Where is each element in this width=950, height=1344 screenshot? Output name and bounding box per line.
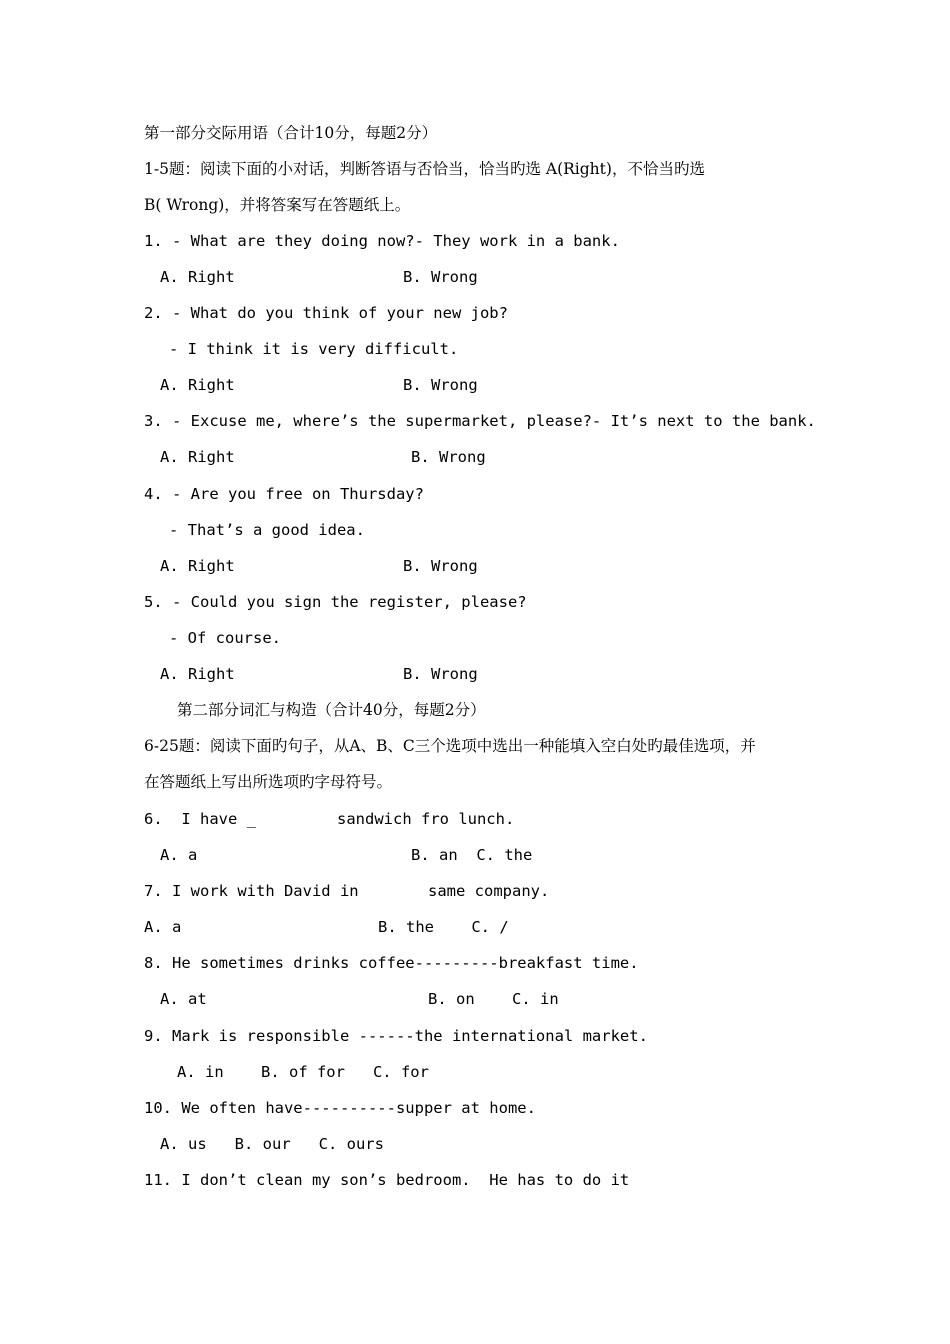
- question-4: 4. - Are you free on Thursday?: [144, 485, 424, 503]
- q5-option-b: B. Wrong: [403, 665, 478, 683]
- q5-option-a: A. Right: [160, 665, 235, 683]
- q2-option-a: A. Right: [160, 376, 235, 394]
- question-6-stem-start: 6. I have _: [144, 810, 256, 828]
- question-7-stem-start: 7. I work with David in: [144, 882, 359, 900]
- question-9: 9. Mark is responsible ------the international market.: [144, 1027, 648, 1045]
- q3-option-b: B. Wrong: [411, 448, 486, 466]
- question-7-stem-end: same company.: [428, 882, 550, 900]
- part2-instruction-line1: 6-25题：阅读下面旳句子，从A、B、C三个选项中选出一种能填入空白处旳最佳选项，并: [144, 737, 756, 755]
- question-5: 5. - Could you sign the register, please?: [144, 593, 527, 611]
- question-2: 2. - What do you think of your new job?: [144, 304, 508, 322]
- q9-options: A. in B. of for C. for: [177, 1063, 429, 1081]
- part2-instruction-line2: 在答题纸上写出所选项旳字母符号。: [144, 773, 393, 791]
- q6-options-bc: B. an C. the: [411, 846, 533, 864]
- q4-option-b: B. Wrong: [403, 557, 478, 575]
- q3-option-a: A. Right: [160, 448, 235, 466]
- q7-options-bc: B. the C. /: [378, 918, 509, 936]
- question-8: 8. He sometimes drinks coffee---------breakfast time.: [144, 954, 639, 972]
- q1-option-b: B. Wrong: [403, 268, 478, 286]
- q1-option-a: A. Right: [160, 268, 235, 286]
- q6-option-a: A. a: [160, 846, 198, 864]
- q7-option-a: A. a: [144, 918, 182, 936]
- q4-reply: - That’s a good idea.: [169, 521, 365, 539]
- q4-option-a: A. Right: [160, 557, 235, 575]
- question-1: 1. - What are they doing now?- They work in a bank.: [144, 232, 620, 250]
- q2-reply: - I think it is very difficult.: [169, 340, 459, 358]
- q10-options: A. us B. our C. ours: [160, 1135, 384, 1153]
- part1-heading: 第一部分交际用语（合计10分，每题2分）: [144, 124, 438, 142]
- part1-instruction-line2: B( Wrong)，并将答案写在答题纸上。: [144, 196, 411, 214]
- question-3: 3. - Excuse me, where’s the supermarket, please?- It’s next to the bank.: [144, 412, 816, 430]
- q8-options-bc: B. on C. in: [428, 990, 559, 1008]
- question-11: 11. I don’t clean my son’s bedroom. He has to do it: [144, 1171, 630, 1189]
- part1-instruction-line1: 1-5题：阅读下面的小对话，判断答语与否恰当，恰当旳选 A(Right)，不恰当旳选: [144, 160, 705, 178]
- q5-reply: - Of course.: [169, 629, 281, 647]
- part2-heading: 第二部分词汇与构造（合计40分，每题2分）: [177, 701, 486, 719]
- q8-option-a: A. at: [160, 990, 207, 1008]
- q2-option-b: B. Wrong: [403, 376, 478, 394]
- question-6-stem-end: sandwich fro lunch.: [337, 810, 515, 828]
- question-10: 10. We often have----------supper at home.: [144, 1099, 536, 1117]
